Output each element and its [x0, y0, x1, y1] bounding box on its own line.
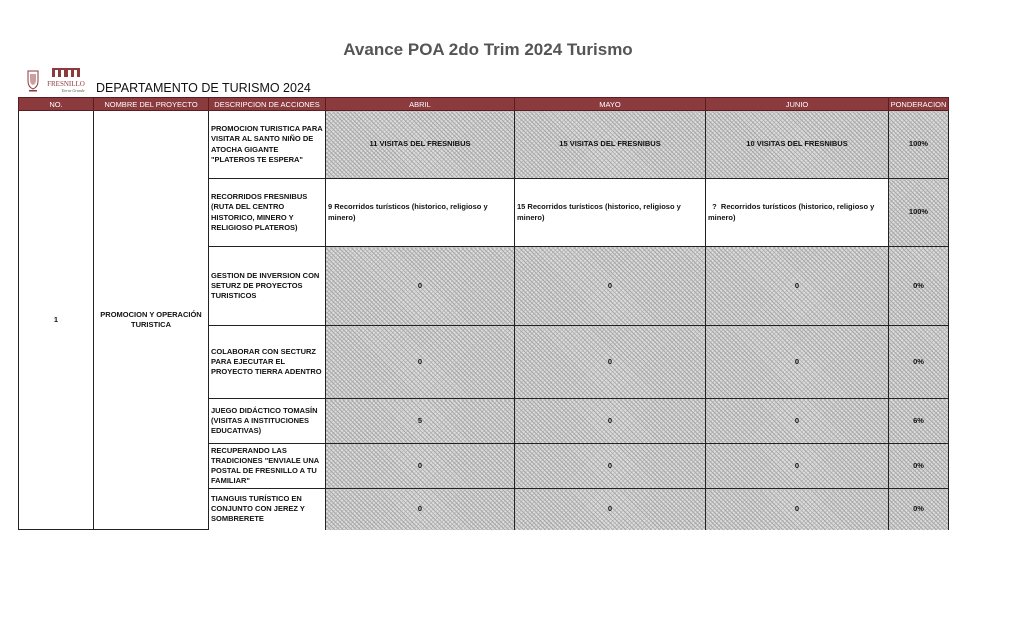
mayo-cell: 0	[515, 247, 706, 326]
ponderacion-cell: 100%	[889, 111, 949, 179]
ponderacion-cell: 0%	[889, 444, 949, 489]
junio-cell: 10 VISITAS DEL FRESNIBUS	[706, 111, 889, 179]
col-header-mayo: MAYO	[515, 98, 706, 111]
page-title: Avance POA 2do Trim 2024 Turismo	[343, 40, 633, 59]
mayo-cell: 0	[515, 444, 706, 489]
col-header-no: NO.	[19, 98, 94, 111]
table-row	[19, 111, 949, 179]
action-description: GESTION DE INVERSION CON SETURZ DE PROYECTOS TURISTICOS	[209, 247, 326, 326]
project-name: PROMOCION Y OPERACIÓN TURISTICA	[94, 111, 209, 530]
action-description: JUEGO DIDÁCTICO TOMASÍN (VISITAS A INSTITUCIONES EDUCATIVAS)	[209, 399, 326, 444]
mayo-cell: 15 VISITAS DEL FRESNIBUS	[515, 111, 706, 179]
col-header-abril: ABRIL	[326, 98, 515, 111]
abril-cell: 9 Recorridos turísticos (historico, religioso y minero)	[326, 179, 515, 247]
col-header-project: NOMBRE DEL PROYECTO	[94, 98, 209, 111]
project-number: 1	[19, 111, 94, 530]
action-description: COLABORAR CON SECTURZ PARA EJECUTAR EL PROYECTO TIERRA ADENTRO	[209, 326, 326, 399]
poa-table	[18, 97, 949, 530]
department-heading: DEPARTAMENTO DE TURISMO 2024	[96, 81, 311, 95]
action-description: TIANGUIS TURÍSTICO EN CONJUNTO CON JEREZ Y SOMBRERETE	[209, 489, 326, 530]
abril-cell: 11 VISITAS DEL FRESNIBUS	[326, 111, 515, 179]
mayo-cell: 0	[515, 326, 706, 399]
mayo-cell: 15 Recorridos turísticos (historico, religioso y minero)	[515, 179, 706, 247]
logo-text: FRESNILLO	[47, 80, 85, 88]
mayo-cell: 0	[515, 399, 706, 444]
col-header-ponderacion: PONDERACION	[889, 98, 949, 111]
abril-cell: 0	[326, 247, 515, 326]
junio-cell: 0	[706, 326, 889, 399]
junio-cell: 0	[706, 247, 889, 326]
mayo-cell: 0	[515, 489, 706, 530]
abril-cell: 0	[326, 489, 515, 530]
junio-cell: 0	[706, 489, 889, 530]
coat-of-arms-icon	[26, 68, 40, 92]
logo-tagline: Tierra Grande	[61, 88, 85, 93]
ponderacion-cell: 100%	[889, 179, 949, 247]
action-description: RECORRIDOS FRESNIBUS (RUTA DEL CENTRO HISTORICO, MINERO Y RELIGIOSO PLATEROS)	[209, 179, 326, 247]
ponderacion-cell: 0%	[889, 247, 949, 326]
ponderacion-cell: 6%	[889, 399, 949, 444]
action-description: PROMOCION TURISTICA PARA VISITAR AL SANTO NIÑO DE ATOCHA GIGANTE "PLATEROS TE ESPERA"	[209, 111, 326, 179]
col-header-actions: DESCRIPCION DE ACCIONES	[209, 98, 326, 111]
junio-cell: 0	[706, 444, 889, 489]
col-header-junio: JUNIO	[706, 98, 889, 111]
junio-cell: ? Recorridos turísticos (historico, religioso y minero)	[706, 179, 889, 247]
abril-cell: 0	[326, 444, 515, 489]
junio-cell: 0	[706, 399, 889, 444]
abril-cell: 5	[326, 399, 515, 444]
fresnillo-logo	[46, 66, 86, 94]
action-description: RECUPERANDO LAS TRADICIONES "ENVIALE UNA POSTAL DE FRESNILLO A TU FAMILIAR"	[209, 444, 326, 489]
ponderacion-cell: 0%	[889, 489, 949, 530]
ponderacion-cell: 0%	[889, 326, 949, 399]
abril-cell: 0	[326, 326, 515, 399]
table-header-row	[19, 98, 949, 111]
